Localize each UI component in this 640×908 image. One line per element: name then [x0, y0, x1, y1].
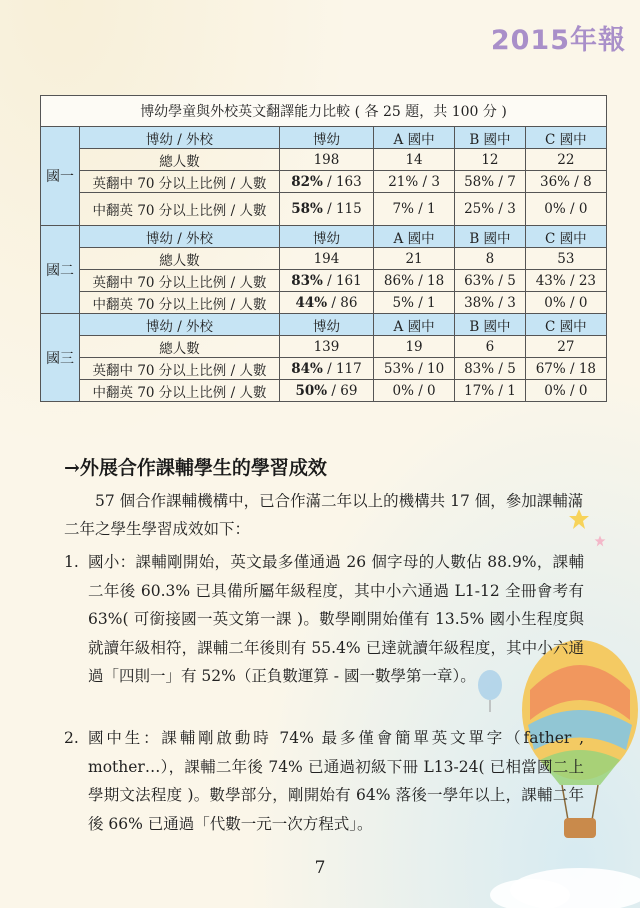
table-cell: 8 — [455, 248, 526, 270]
table-cell: 21 — [373, 248, 454, 270]
table-row — [41, 149, 607, 171]
table-cell: 53 — [525, 248, 606, 270]
page-number: 7 — [314, 858, 326, 878]
table-header-row — [41, 314, 607, 336]
table-cell: 36% / 8 — [525, 171, 606, 193]
grade-label: 國二 — [41, 226, 80, 314]
table-row — [41, 380, 607, 402]
table-cell: 0% / 0 — [373, 380, 454, 402]
section-intro — [64, 487, 584, 543]
column-header: 博幼 — [280, 127, 374, 149]
table-row — [41, 171, 607, 193]
boco-percent: 58% — [291, 201, 323, 217]
column-header: A 國中 — [373, 127, 454, 149]
table-cell: 12 — [455, 149, 526, 171]
boco-percent: 83% — [291, 272, 323, 289]
row-label: 英翻中 70 分以上比例 / 人數 — [80, 270, 280, 292]
table-row — [41, 248, 607, 270]
table-cell: 63% / 5 — [455, 270, 526, 292]
table-cell: 67% / 18 — [525, 358, 606, 380]
table-cell: 53% / 10 — [373, 358, 454, 380]
row-label: 中翻英 70 分以上比例 / 人數 — [80, 292, 280, 314]
table-cell: 27 — [525, 336, 606, 358]
boco-count: / 115 — [322, 201, 362, 217]
table-cell: 5% / 1 — [373, 292, 454, 314]
table-header-row — [41, 226, 607, 248]
intro-text: 57 個合作課輔機構中，已合作滿二年以上的機構共 17 個，參加課輔滿二年之學生學習成效如下： — [64, 492, 584, 538]
row-label: 英翻中 70 分以上比例 / 人數 — [80, 358, 280, 380]
boco-count: / 117 — [322, 360, 362, 377]
table-header-row — [41, 127, 607, 149]
table-cell: 83% / 5 — [455, 358, 526, 380]
table-cell: 21% / 3 — [373, 171, 454, 193]
year-report-title: 2015年報 — [490, 25, 626, 56]
column-header: A 國中 — [373, 314, 454, 336]
table-cell: 58% / 7 — [455, 171, 526, 193]
comparison-table — [40, 95, 607, 402]
column-header: 博幼 — [280, 314, 374, 336]
table-row — [41, 358, 607, 380]
table-row — [41, 292, 607, 314]
list-item-number: 1. — [64, 553, 79, 571]
boco-value-cell — [280, 358, 374, 380]
table-cell: 38% / 3 — [455, 292, 526, 314]
boco-value-cell — [280, 171, 374, 193]
table-row — [41, 336, 607, 358]
table-cell: 194 — [280, 248, 374, 270]
table-cell: 7% / 1 — [373, 193, 454, 226]
grade-label: 國一 — [41, 127, 80, 226]
column-header: 博幼 / 外校 — [80, 314, 280, 336]
table-row — [41, 270, 607, 292]
boco-value-cell — [280, 270, 374, 292]
row-label: 中翻英 70 分以上比例 / 人數 — [80, 193, 280, 226]
list-item-number: 2. — [64, 729, 79, 747]
boco-count: / 163 — [322, 173, 362, 190]
table-title: 博幼學童與外校英文翻譯能力比較 ( 各 25 題，共 100 分 ) — [41, 96, 607, 127]
table-row — [41, 193, 607, 226]
grade-label: 國三 — [41, 314, 80, 402]
boco-value-cell — [280, 193, 374, 226]
list-item-text: 國中生：課輔剛啟動時 74% 最多僅會簡單英文單字（father , mother…），課輔二年後 74% 已通過初級下冊 L13-24( 已相當國二上學期文法程度 )。數學部分，剛開始有 64% 落後一學年以上，課輔二年後 66% 已通過「代數一元一次方程式」。 — [88, 729, 584, 833]
column-header: 博幼 — [280, 226, 374, 248]
table-cell: 198 — [280, 149, 374, 171]
column-header: C 國中 — [525, 127, 606, 149]
column-header: 博幼 / 外校 — [80, 226, 280, 248]
list-item-text: 國小：課輔剛開始，英文最多僅通過 26 個字母的人數佔 88.9%，課輔二年後 60.3% 已具備所屬年級程度，其中小六通過 L1-12 全冊會考有 63%( 可銜接國一英文第一課 )。數學剛開始僅有 13.5% 國小生程度與就讀年級相符，課輔二年後則有 55.4% 已達就讀年級程度，其中小六通過「四則一」有 52%（正負數運算 - 國一數學第一章）。 — [88, 553, 584, 685]
star-icon — [594, 535, 606, 547]
column-header: C 國中 — [525, 226, 606, 248]
section-heading: →外展合作課輔學生的學習成效 — [64, 457, 327, 479]
column-header: B 國中 — [455, 314, 526, 336]
table-cell: 86% / 18 — [373, 270, 454, 292]
row-label: 總人數 — [80, 149, 280, 171]
boco-value-cell — [280, 380, 374, 402]
column-header: B 國中 — [455, 127, 526, 149]
boco-percent: 50% — [295, 382, 328, 399]
table-cell: 43% / 23 — [525, 270, 606, 292]
comparison-table-container — [40, 95, 607, 402]
row-label: 英翻中 70 分以上比例 / 人數 — [80, 171, 280, 193]
row-label: 總人數 — [80, 248, 280, 270]
column-header: B 國中 — [455, 226, 526, 248]
table-cell: 139 — [280, 336, 374, 358]
boco-percent: 44% — [295, 294, 328, 311]
boco-count: / 69 — [327, 382, 358, 399]
table-cell: 17% / 1 — [455, 380, 526, 402]
table-cell: 22 — [525, 149, 606, 171]
list-item — [64, 724, 584, 838]
table-cell: 0% / 0 — [525, 193, 606, 226]
row-label: 總人數 — [80, 336, 280, 358]
table-cell: 19 — [373, 336, 454, 358]
table-cell: 14 — [373, 149, 454, 171]
table-cell: 0% / 0 — [525, 380, 606, 402]
table-cell: 6 — [455, 336, 526, 358]
boco-count: / 161 — [322, 272, 362, 289]
table-cell: 0% / 0 — [525, 292, 606, 314]
boco-percent: 84% — [291, 360, 323, 377]
list-item — [64, 548, 584, 691]
boco-count: / 86 — [327, 294, 358, 311]
boco-percent: 82% — [291, 173, 323, 190]
boco-value-cell — [280, 292, 374, 314]
column-header: A 國中 — [373, 226, 454, 248]
row-label: 中翻英 70 分以上比例 / 人數 — [80, 380, 280, 402]
column-header: C 國中 — [525, 314, 606, 336]
table-cell: 25% / 3 — [455, 193, 526, 226]
column-header: 博幼 / 外校 — [80, 127, 280, 149]
